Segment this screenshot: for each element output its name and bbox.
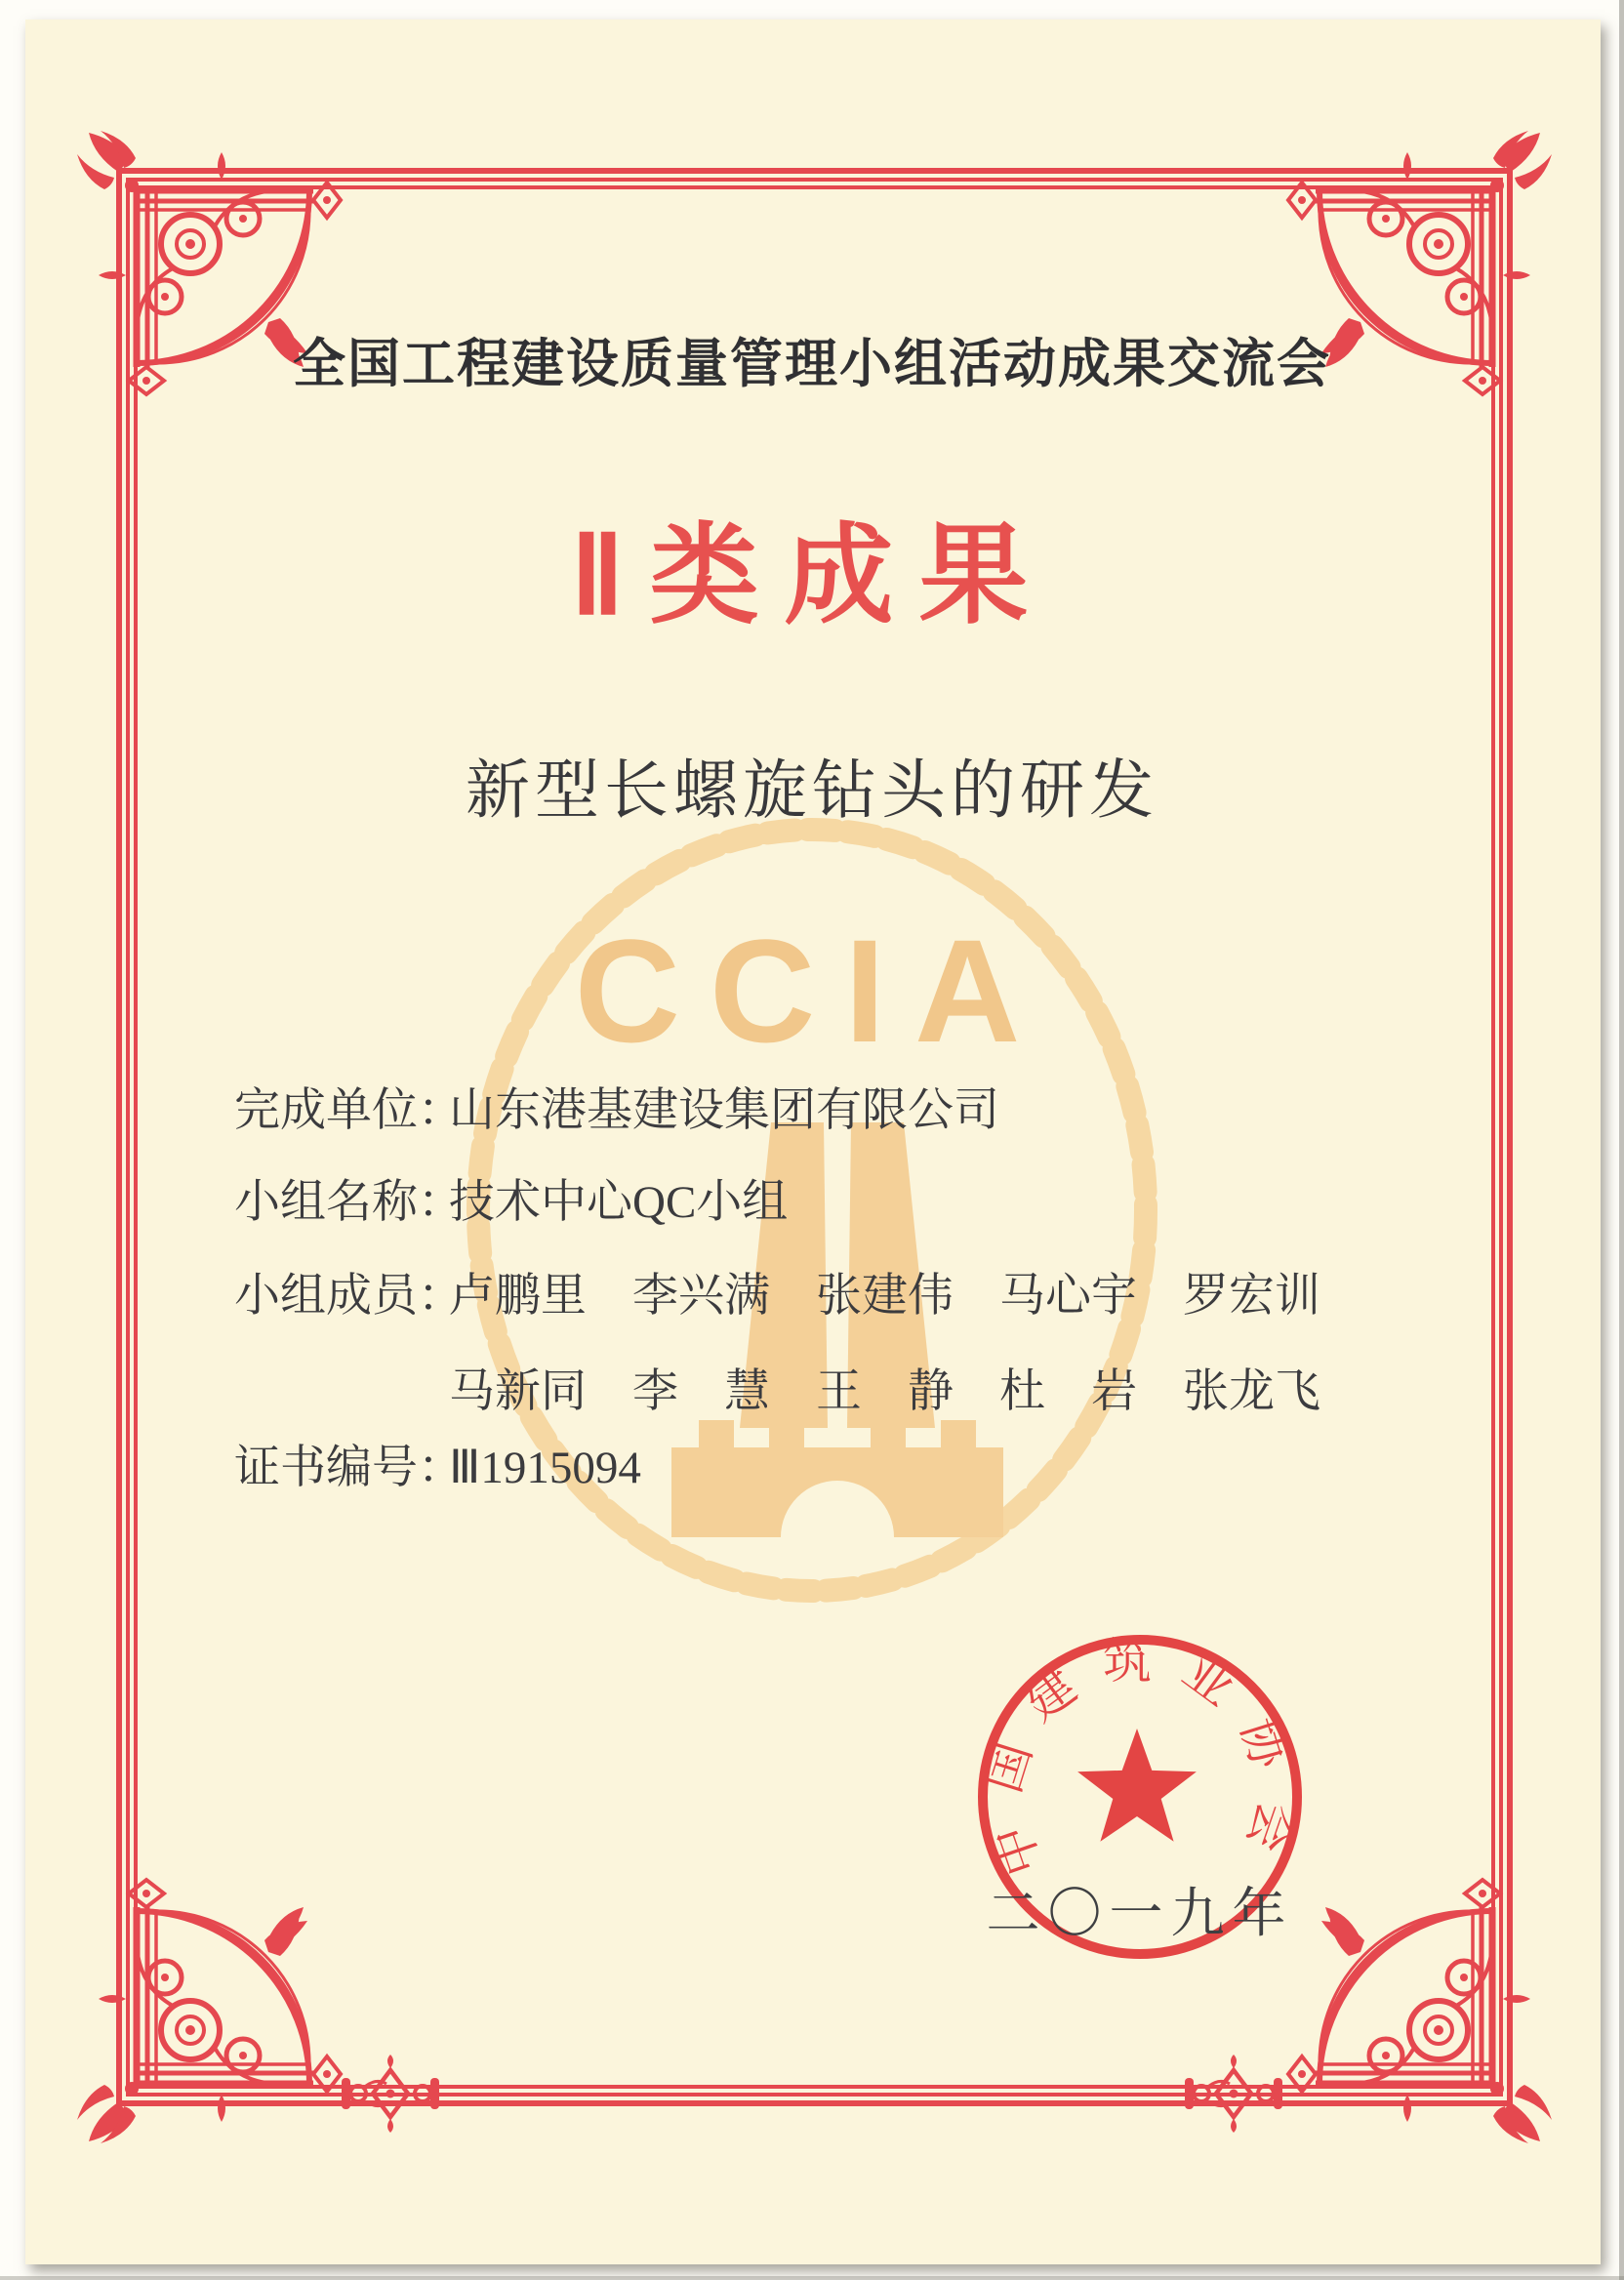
seal-organization-text: 中国建筑业协会 <box>975 1634 1305 1883</box>
ccia-acronym: CCIA <box>574 909 1050 1073</box>
field-group-members-line2 <box>234 1355 1483 1420</box>
field-label: 证书编号： <box>234 1443 464 1493</box>
field-value: Ⅲ1915094 <box>449 1443 641 1493</box>
field-value: 马新同 李 慧 王 静 杜 岩 张龙飞 <box>449 1366 1320 1417</box>
seal-star-icon <box>1077 1729 1197 1842</box>
conference-title: 全国工程建设质量管理小组活动成果交流会 <box>293 335 1331 393</box>
field-label: 完成单位： <box>234 1085 464 1136</box>
award-class-title: Ⅱ类成果 <box>570 516 1054 637</box>
field-group-members-line1 <box>234 1259 1483 1324</box>
field-value: 山东港基建设集团有限公司 <box>449 1085 999 1136</box>
field-certificate-number <box>234 1431 1483 1496</box>
field-completing-unit <box>234 1074 1483 1139</box>
field-label: 小组成员： <box>234 1271 464 1322</box>
field-group-name <box>234 1165 1483 1231</box>
field-value: 技术中心QC小组 <box>449 1177 789 1228</box>
field-value: 卢鹏里 李兴满 张建伟 马心宇 罗宏训 <box>449 1271 1320 1322</box>
field-label: 小组名称： <box>234 1177 464 1228</box>
project-title: 新型长螺旋钻头的研发 <box>466 755 1158 827</box>
year-text: 二〇一九年 <box>986 1884 1294 1943</box>
